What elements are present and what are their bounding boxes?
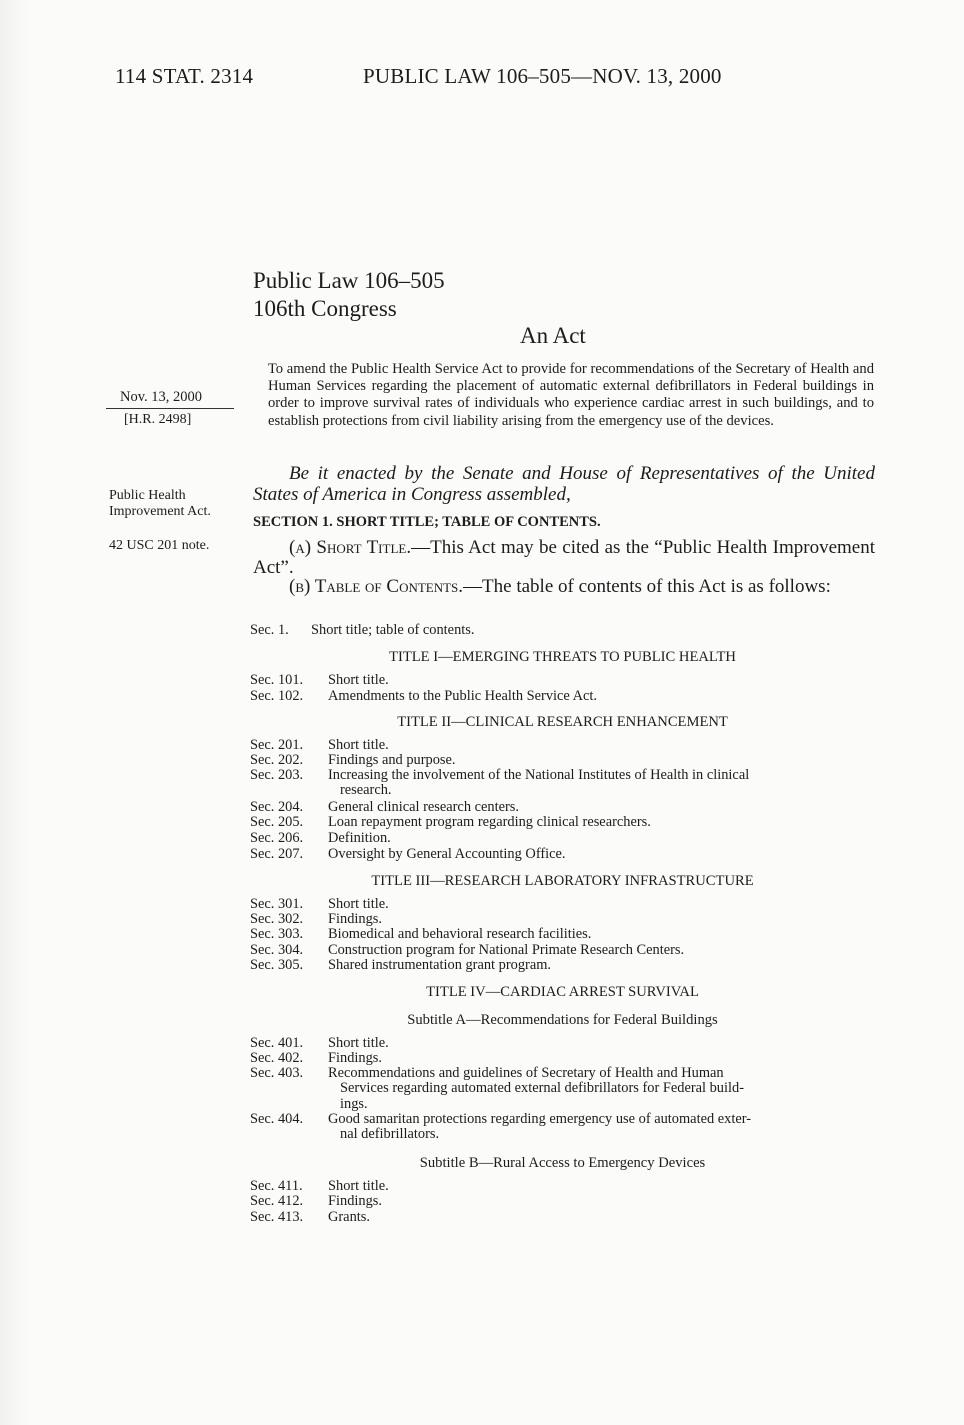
toc-sec-number: Sec. 101. [250, 672, 304, 688]
toc-sec-title: Findings. [328, 1050, 382, 1066]
toc-sec-title: Short title. [328, 672, 389, 688]
toc-sec-title-line: Good samaritan protections regarding emergency use of automated exter- [328, 1111, 752, 1127]
margin-date: Nov. 13, 2000 [120, 389, 203, 405]
toc-sec-number: Sec. 1. [250, 622, 289, 638]
toc-sec-title: Findings and purpose. [328, 752, 456, 768]
congress-number: 106th Congress [253, 296, 397, 321]
toc-sec-number: Sec. 401. [250, 1035, 304, 1051]
toc-sec-number: Sec. 202. [250, 752, 304, 768]
toc-sec-number: Sec. 302. [250, 911, 304, 927]
statute-page-number: 114 STAT. 2314 [115, 64, 254, 88]
running-head-law: PUBLIC LAW 106–505—NOV. 13, 2000 [363, 64, 722, 88]
toc-sec-title: Short title. [328, 1035, 389, 1051]
toc-sec-title-continued: Services regarding automated external defibrillators for Federal build- [340, 1080, 744, 1097]
toc-sec-number: Sec. 303. [250, 926, 304, 942]
toc-sec-title: Short title; table of contents. [311, 622, 475, 638]
toc-sec-title: Findings. [328, 1193, 382, 1209]
toc-sec-title [328, 1112, 874, 1143]
toc-sec-number: Sec. 201. [250, 737, 304, 753]
toc-sec-title [328, 768, 874, 799]
toc-sec-number: Sec. 204. [250, 799, 304, 815]
toc-sec-title [328, 1066, 874, 1112]
toc-sec-number: Sec. 205. [250, 814, 304, 830]
toc-title-1: TITLE I—EMERGING THREATS TO PUBLIC HEALTH [389, 649, 736, 665]
toc-sec-number: Sec. 305. [250, 957, 304, 973]
toc-sec-title: Grants. [328, 1209, 370, 1225]
public-law-number: Public Law 106–505 [253, 268, 445, 293]
toc-sec-number: Sec. 207. [250, 846, 304, 862]
toc-sec-title: Oversight by General Accounting Office. [328, 846, 566, 862]
toc-sec-title: Biomedical and behavioral research facilities. [328, 926, 592, 942]
margin-bill-number: [H.R. 2498] [124, 412, 192, 427]
toc-sec-title: Short title. [328, 1178, 389, 1194]
margin-rule [106, 408, 234, 409]
subsection-b-text: —The table of contents of this Act is as follows: [463, 576, 831, 597]
toc-sec-number: Sec. 301. [250, 896, 304, 912]
section-1-heading: SECTION 1. SHORT TITLE; TABLE OF CONTENTS. [253, 514, 601, 530]
toc-sec-title: Definition. [328, 830, 391, 846]
toc-sec-title-continued: ings. [340, 1095, 368, 1112]
toc-title-2: TITLE II—CLINICAL RESEARCH ENHANCEMENT [397, 714, 728, 730]
toc-sec-number: Sec. 402. [250, 1050, 304, 1066]
toc-sec-title: Short title. [328, 896, 389, 912]
toc-sec-number: Sec. 203. [250, 767, 304, 783]
toc-sec-title: Findings. [328, 911, 382, 927]
subsection-a-label: (a) Short Title. [289, 537, 412, 558]
toc-title-4: TITLE IV—CARDIAC ARREST SURVIVAL [426, 984, 699, 1000]
toc-sec-title: Construction program for National Primate Research Centers. [328, 942, 685, 958]
subsection-b [253, 577, 875, 597]
toc-sec-title-line: Increasing the involvement of the National Institutes of Health in clinical [328, 767, 750, 783]
toc-sec-number: Sec. 411. [250, 1178, 303, 1194]
toc-sec-title-continued: research. [340, 782, 392, 799]
toc-title-3: TITLE III—RESEARCH LABORATORY INFRASTRUCTURE [371, 873, 754, 889]
toc-sec-title-line: Recommendations and guidelines of Secretary of Health and Human [328, 1065, 724, 1081]
margin-short-title: Public Health Improvement Act. [109, 488, 211, 519]
toc-sec-number: Sec. 403. [250, 1065, 304, 1081]
toc-sec-title: Short title. [328, 737, 389, 753]
toc-sec-title-continued: nal defibrillators. [340, 1126, 440, 1143]
toc-sec-number: Sec. 102. [250, 688, 304, 704]
toc-subtitle-a: Subtitle A—Recommendations for Federal Buildings [407, 1012, 718, 1028]
act-purpose: To amend the Public Health Service Act to provide for recommendations of the Secretary of Health and Human Services regarding the placement of automatic external defibrillators in Federal buildings in order to improve survival rates of individuals who experience cardiac arrest in such buildings, and to establish protections from civil liability arising from the emergency use of the devices. [267, 361, 874, 429]
toc-sec-number: Sec. 413. [250, 1209, 304, 1225]
toc-sec-number: Sec. 304. [250, 942, 304, 958]
page-gutter-shadow [0, 0, 30, 1425]
toc-subtitle-b: Subtitle B—Rural Access to Emergency Devices [419, 1155, 706, 1171]
toc-sec-number: Sec. 206. [250, 830, 304, 846]
toc-sec-title: General clinical research centers. [328, 799, 519, 815]
subsection-a-text: —This Act may be cited as the “Public Health Improvement Act”. [253, 537, 876, 578]
subsection-a [253, 538, 875, 577]
toc-sec-title: Amendments to the Public Health Service Act. [328, 688, 597, 704]
subsection-b-label: (b) Table of Contents. [289, 576, 464, 597]
margin-usc-note: 42 USC 201 note. [109, 538, 210, 553]
enacting-clause: Be it enacted by the Senate and House of Representatives of the United States of America in Congress assembled, [253, 463, 875, 505]
toc-sec-number: Sec. 412. [250, 1193, 304, 1209]
an-act-heading: An Act [520, 323, 586, 348]
toc-sec-title: Loan repayment program regarding clinical researchers. [328, 814, 651, 830]
toc-sec-number: Sec. 404. [250, 1111, 304, 1127]
toc-sec-title: Shared instrumentation grant program. [328, 957, 551, 973]
